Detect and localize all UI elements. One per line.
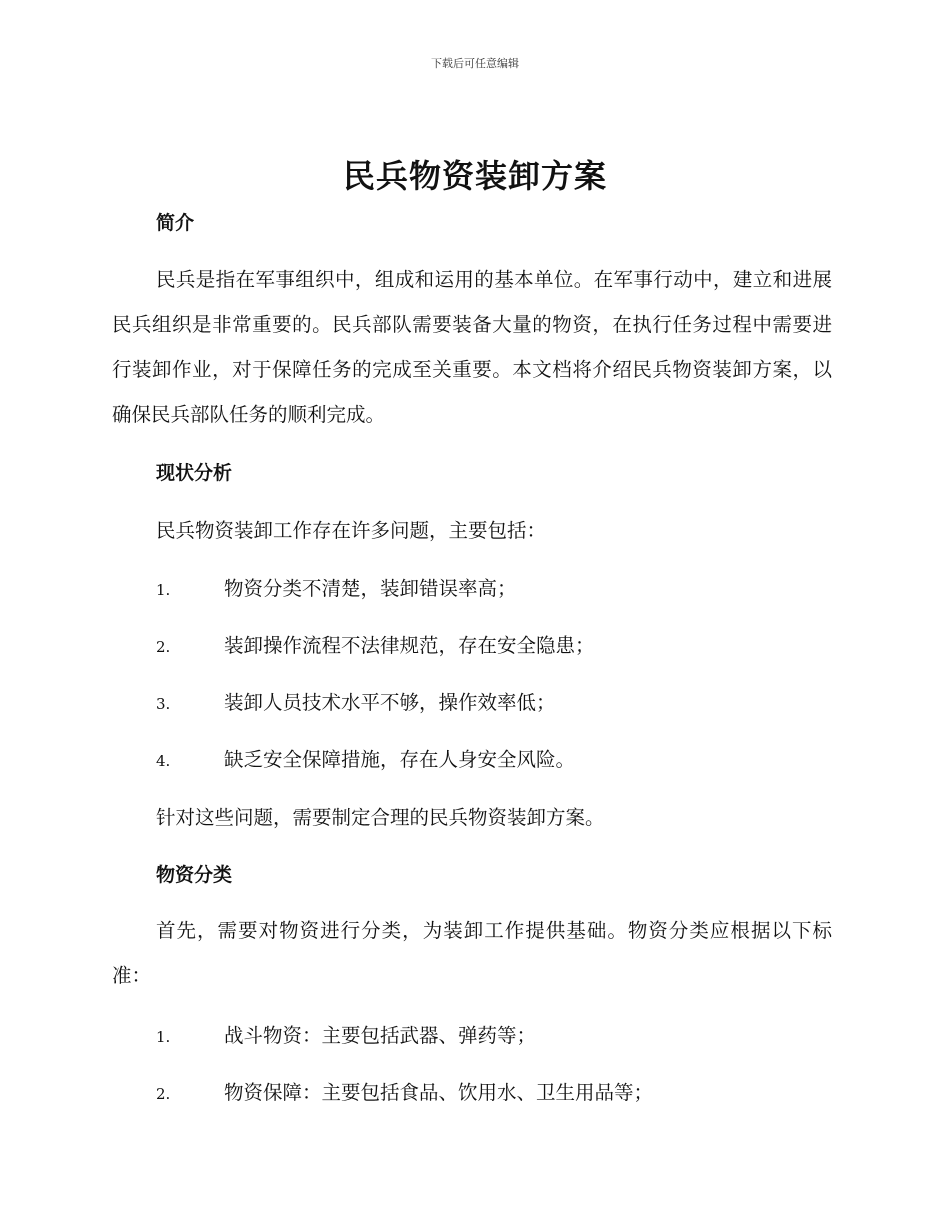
status-conclusion: 针对这些问题，需要制定合理的民兵物资装卸方案。 (156, 806, 605, 829)
list-text: 装卸人员技术水平不够，操作效率低； (224, 691, 556, 714)
list-item (156, 1077, 856, 1105)
list-item (156, 744, 856, 772)
list-text: 装卸操作流程不法律规范，存在安全隐患； (224, 634, 595, 657)
document-title: 民兵物资装卸方案 (342, 157, 607, 195)
list-text: 物资分类不清楚，装卸错误率高； (224, 577, 517, 600)
section-heading-classification: 物资分类 (156, 864, 233, 886)
list-number: 3. (156, 695, 171, 713)
list-item (156, 573, 856, 601)
list-number: 2. (156, 638, 171, 656)
status-lead: 民兵物资装卸工作存在许多问题，主要包括： (156, 519, 547, 542)
list-text: 缺乏安全保障措施，存在人身安全风险。 (224, 748, 576, 771)
classification-paragraph: 首先，需要对物资进行分类，为装卸工作提供基础。物资分类应根据以下标准： (112, 919, 832, 987)
list-number: 2. (156, 1085, 171, 1103)
list-item (156, 630, 856, 658)
list-number: 1. (156, 581, 171, 599)
list-item (156, 1020, 856, 1048)
list-text: 战斗物资：主要包括武器、弹药等； (224, 1024, 537, 1047)
list-item (156, 687, 856, 715)
list-number: 4. (156, 752, 171, 770)
section-heading-intro: 简介 (156, 212, 195, 234)
list-number: 1. (156, 1028, 171, 1046)
header-note: 下载后可任意编辑 (431, 57, 519, 70)
section-heading-status: 现状分析 (156, 462, 233, 484)
list-text: 物资保障：主要包括食品、饮用水、卫生用品等； (224, 1081, 654, 1104)
intro-paragraph: 民兵是指在军事组织中，组成和运用的基本单位。在军事行动中，建立和进展民兵组织是非常重要的。民兵部队需要装备大量的物资，在执行任务过程中需要进行装卸作业，对于保障任务的完成至关重要。本文档将介绍民兵物资装卸方案，以确保民兵部队任务的顺利完成。 (112, 268, 832, 426)
